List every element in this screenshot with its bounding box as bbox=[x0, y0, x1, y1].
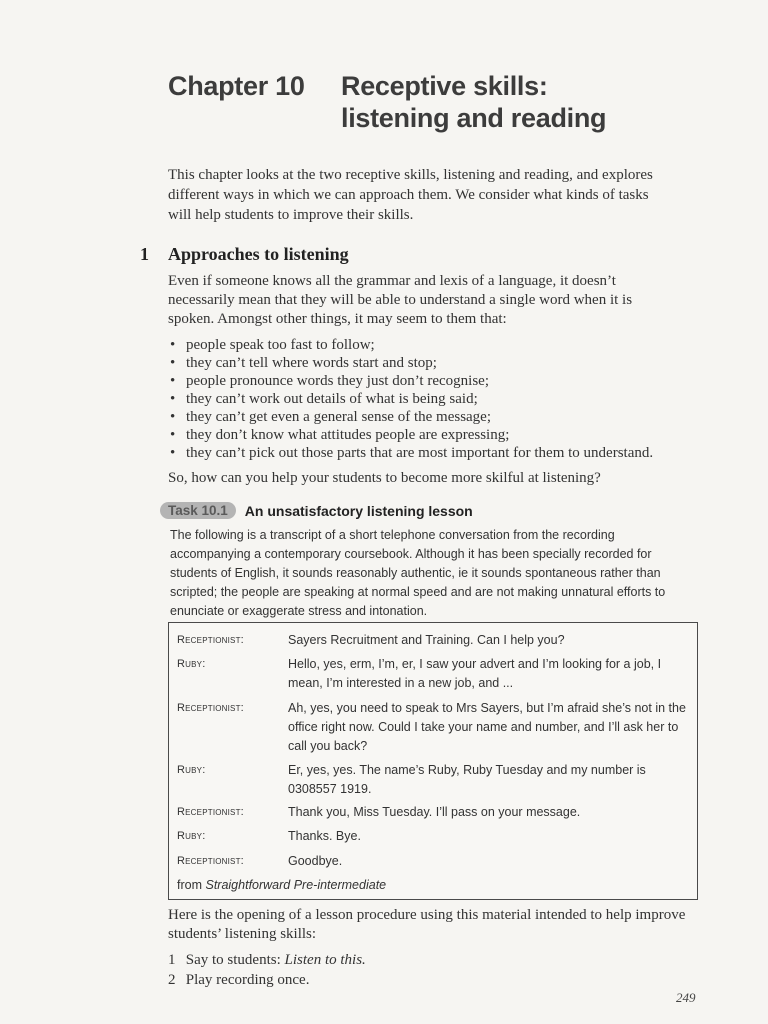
section-paragraph: Even if someone knows all the grammar and lexis of a language, it doesn’t necessarily mean that they will be able to understand a single word when it is spoken. Amongst other things, it may seem to them that: bbox=[168, 273, 633, 327]
list-item: • people pronounce words they just don’t recognise; bbox=[168, 372, 708, 390]
procedure-steps bbox=[168, 950, 366, 990]
transcript-box bbox=[168, 622, 698, 900]
difficulty-list bbox=[168, 336, 708, 462]
dialogue-line bbox=[177, 699, 689, 756]
speech-text: Thanks. Bye. bbox=[288, 829, 361, 843]
task-badge: Task 10.1 bbox=[160, 502, 236, 519]
task-heading bbox=[160, 502, 473, 519]
dialogue-line bbox=[177, 631, 689, 650]
list-item: • they can’t work out details of what is being said; bbox=[168, 390, 708, 408]
speaker-label: Ruby: bbox=[177, 764, 206, 776]
step-text: Say to students: bbox=[185, 952, 281, 968]
closing-question: So, how can you help your students to become more skilful at listening? bbox=[168, 470, 601, 486]
speech-text: Goodbye. bbox=[288, 854, 343, 868]
page-number: 249 bbox=[676, 990, 696, 1005]
speaker-label: Receptionist: bbox=[177, 855, 244, 867]
section-title: Approaches to listening bbox=[168, 244, 349, 264]
list-item: • they can’t get even a general sense of the message; bbox=[168, 408, 708, 426]
step-number: 2 bbox=[168, 972, 176, 988]
source-prefix: from bbox=[177, 878, 202, 892]
list-item: • they can’t tell where words start and stop; bbox=[168, 354, 708, 372]
speaker-label: Receptionist: bbox=[177, 634, 244, 646]
dialogue-line bbox=[177, 803, 689, 822]
step-text: Play recording once. bbox=[185, 972, 310, 988]
chapter-number: Chapter 10 bbox=[168, 71, 305, 101]
procedure-intro: Here is the opening of a lesson procedure using this material intended to help improve students’ listening skills: bbox=[168, 907, 686, 942]
list-item: • people speak too fast to follow; bbox=[168, 336, 708, 354]
step-number: 1 bbox=[168, 952, 176, 968]
list-item: • they can’t pick out those parts that are most important for them to understand. bbox=[168, 444, 708, 462]
speech-text: Ah, yes, you need to speak to Mrs Sayers, but I’m afraid she’s not in the office right now. Could I take your name and number, and I’ll ask her to call you back? bbox=[288, 701, 686, 753]
list-item bbox=[168, 950, 366, 970]
dialogue-line bbox=[177, 827, 689, 846]
section-number: 1 bbox=[140, 244, 149, 264]
task-description: The following is a transcript of a short telephone conversation from the recording accompanying a contemporary coursebook. Although it has been specially recorded for students of English, it sounds reasonably authentic, ie it sounds spontaneous rather than scripted; the people are speaking at normal speed and are not making unnatural efforts to enunciate or exaggerate stress and intonation. bbox=[170, 528, 666, 618]
speaker-label: Ruby: bbox=[177, 830, 206, 842]
chapter-title-line-2: listening and reading bbox=[341, 103, 607, 133]
source-title: Straightforward Pre-intermediate bbox=[205, 878, 387, 892]
list-item: • they don’t know what attitudes people are expressing; bbox=[168, 426, 708, 444]
step-emphasis: Listen to this. bbox=[284, 952, 366, 968]
dialogue-line bbox=[177, 761, 689, 799]
chapter-heading bbox=[168, 70, 606, 134]
task-title: An unsatisfactory listening lesson bbox=[244, 502, 473, 519]
speech-text: Thank you, Miss Tuesday. I’ll pass on your message. bbox=[288, 805, 581, 819]
dialogue-line bbox=[177, 655, 689, 693]
dialogue-line bbox=[177, 852, 689, 871]
chapter-intro: This chapter looks at the two receptive skills, listening and reading, and explores different ways in which we can approach them. We consider what kinds of tasks will help students to improve their skills. bbox=[168, 167, 653, 223]
speech-text: Hello, yes, erm, I’m, er, I saw your advert and I’m looking for a job, I mean, I’m interested in a new job, and ... bbox=[288, 657, 662, 690]
speech-text: Sayers Recruitment and Training. Can I help you? bbox=[288, 633, 565, 647]
source-citation bbox=[177, 878, 386, 892]
speaker-label: Receptionist: bbox=[177, 806, 244, 818]
chapter-title-line-1: Receptive skills: bbox=[341, 71, 548, 101]
speech-text: Er, yes, yes. The name’s Ruby, Ruby Tuesday and my number is 0308557 1919. bbox=[288, 763, 646, 796]
speaker-label: Receptionist: bbox=[177, 702, 244, 714]
list-item bbox=[168, 970, 366, 990]
speaker-label: Ruby: bbox=[177, 658, 206, 670]
